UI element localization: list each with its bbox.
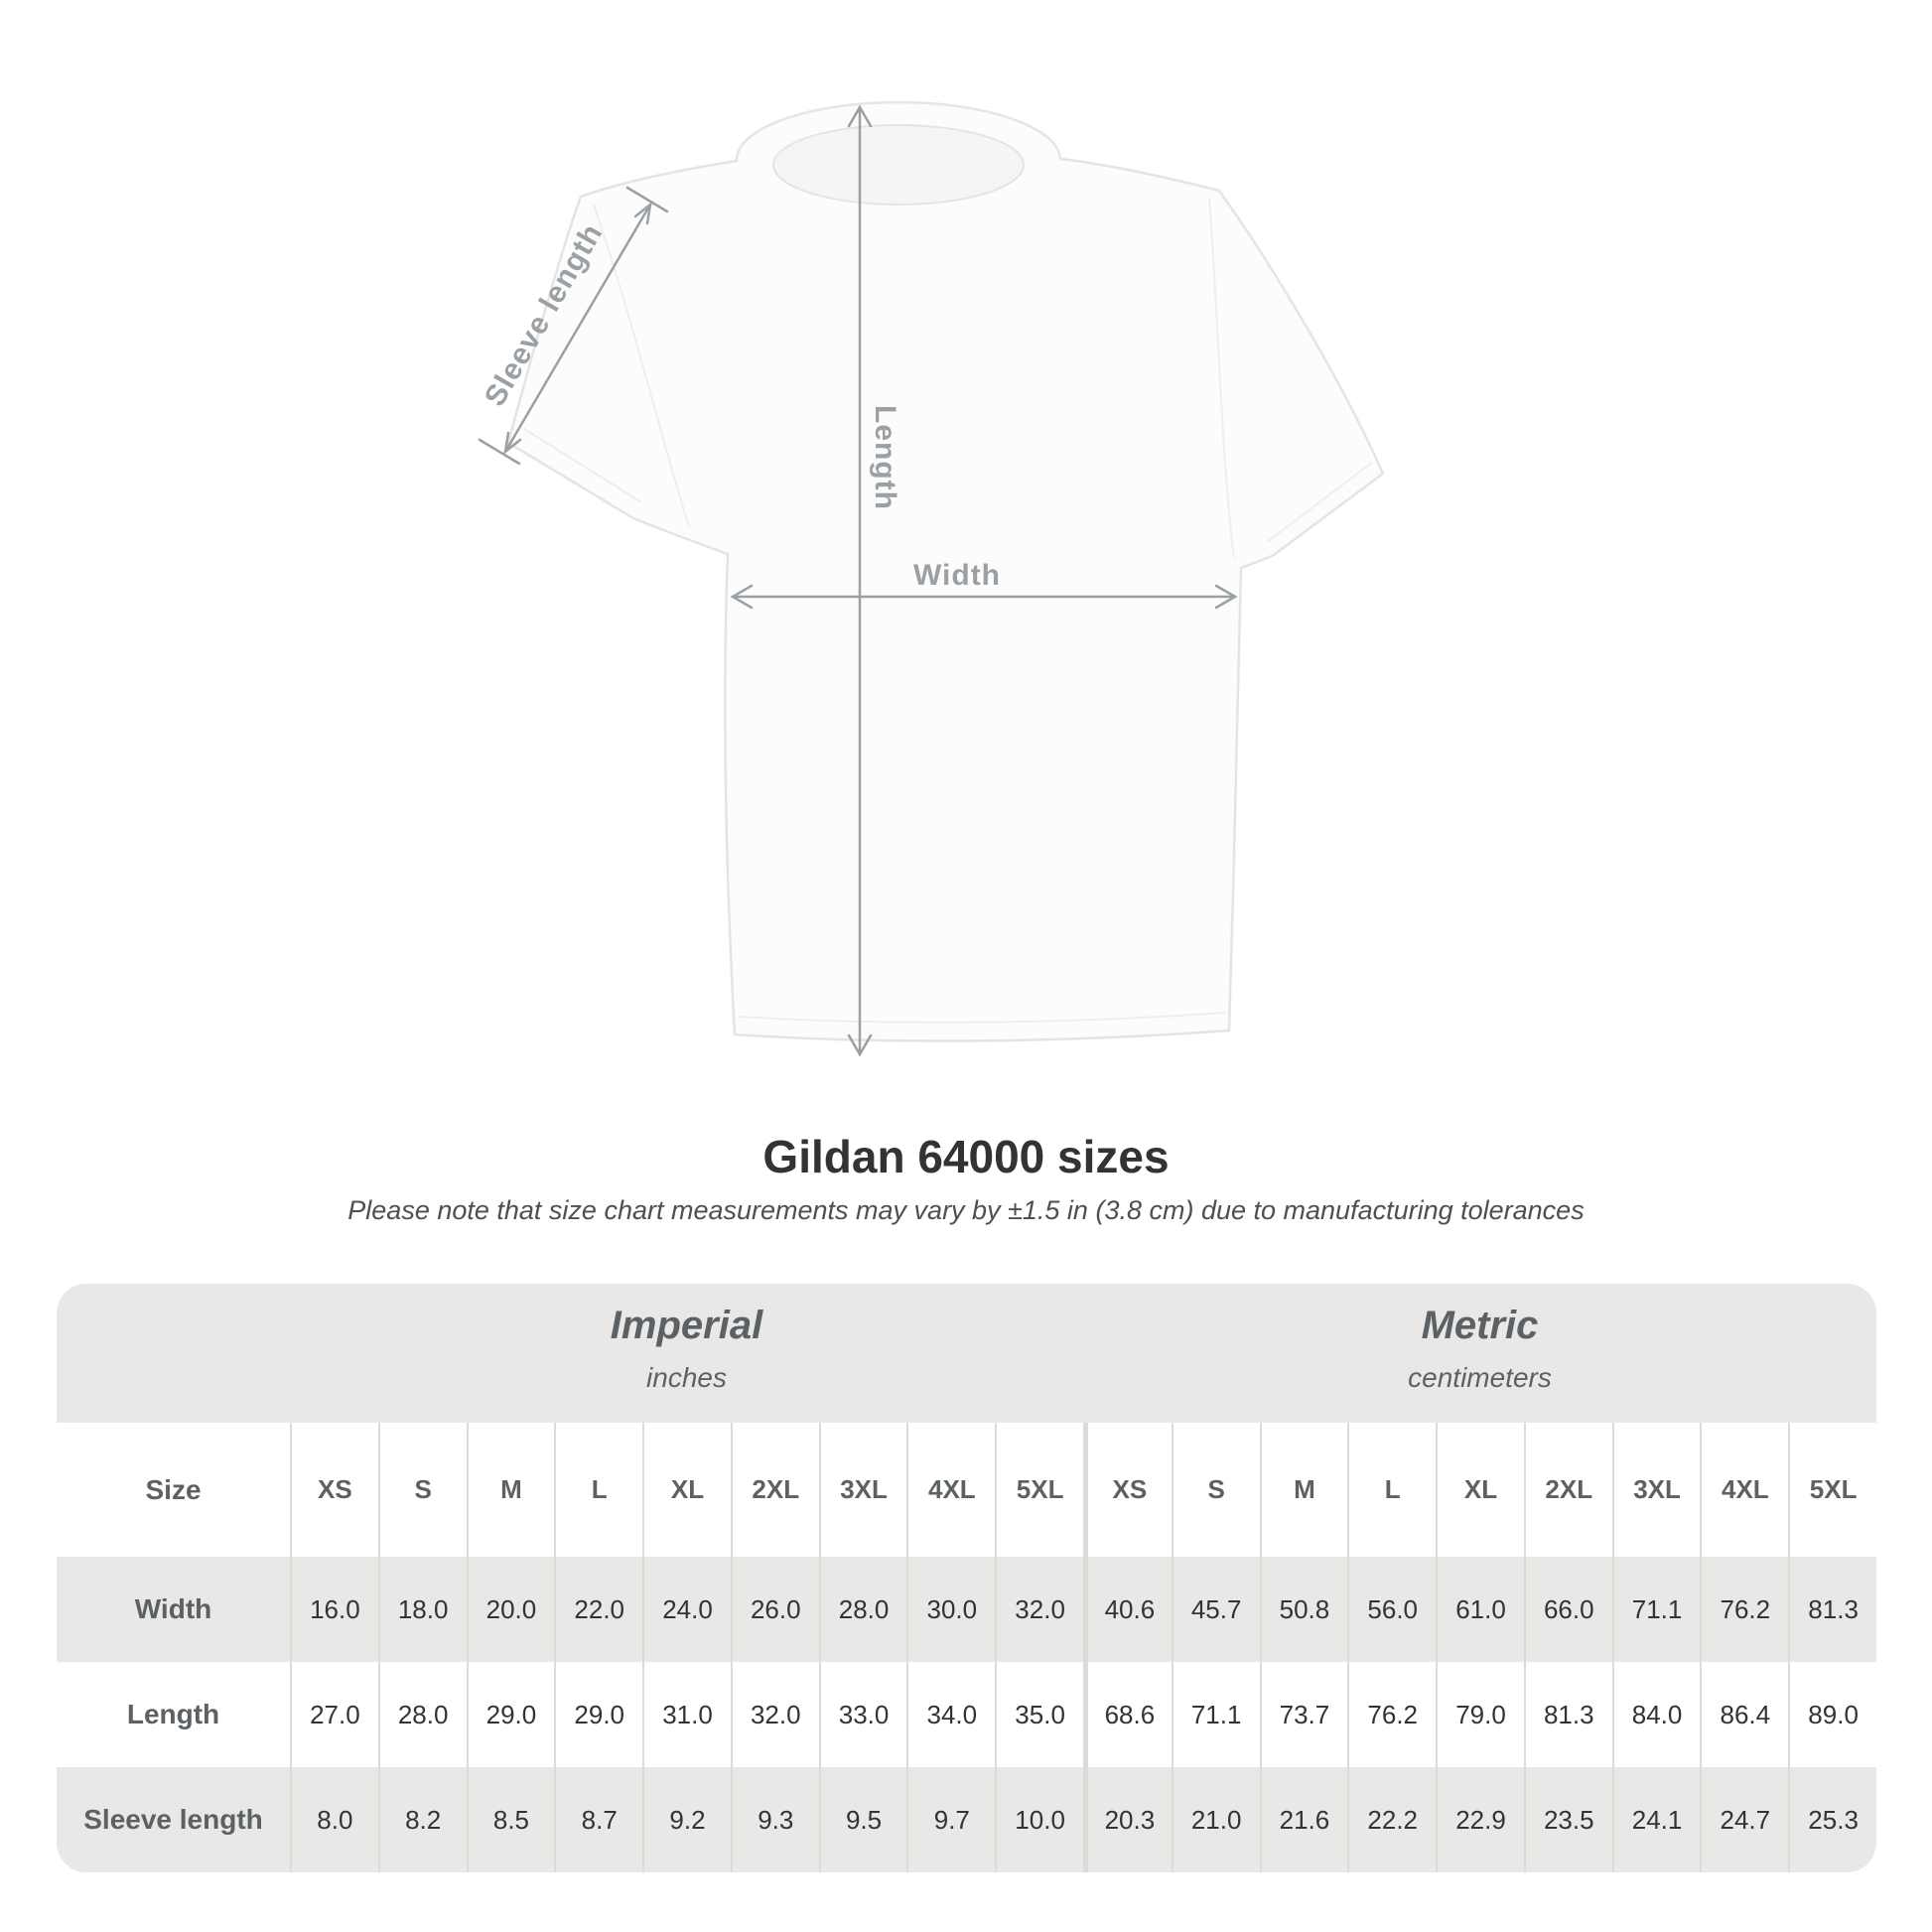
section-header-metric — [1083, 1284, 1876, 1423]
section-subtitle: inches — [646, 1361, 727, 1393]
value-cell: 20.3 — [1083, 1767, 1172, 1872]
size-col-header: L — [554, 1423, 642, 1557]
value-cell: 73.7 — [1260, 1662, 1348, 1767]
page-subtitle: Please note that size chart measurements may vary by ±1.5 in (3.8 cm) due to manufacturing tolerances — [347, 1195, 1585, 1225]
value-cell: 25.3 — [1788, 1767, 1876, 1872]
value-cell: 76.2 — [1347, 1662, 1436, 1767]
value-cell: 89.0 — [1788, 1662, 1876, 1767]
value-cell: 66.0 — [1524, 1557, 1612, 1662]
value-cell: 8.5 — [467, 1767, 555, 1872]
row-label: Length — [57, 1662, 290, 1767]
value-cell: 21.0 — [1172, 1767, 1260, 1872]
size-col-header: 2XL — [1524, 1423, 1612, 1557]
value-cell: 56.0 — [1347, 1557, 1436, 1662]
value-cell: 81.3 — [1524, 1662, 1612, 1767]
value-cell: 45.7 — [1172, 1557, 1260, 1662]
value-cell: 16.0 — [290, 1557, 378, 1662]
size-col-header: S — [1172, 1423, 1260, 1557]
value-cell: 28.0 — [378, 1662, 467, 1767]
value-cell: 24.7 — [1700, 1767, 1788, 1872]
row-label: Width — [57, 1557, 290, 1662]
value-cell: 9.2 — [642, 1767, 731, 1872]
value-cell: 24.0 — [642, 1557, 731, 1662]
value-cell: 26.0 — [731, 1557, 819, 1662]
section-subtitle: centimeters — [1408, 1361, 1552, 1393]
section-title: Imperial — [610, 1303, 763, 1347]
size-col-header: 5XL — [1788, 1423, 1876, 1557]
size-col-header: 4XL — [1700, 1423, 1788, 1557]
collar — [773, 125, 1024, 205]
size-header-label: Size — [57, 1423, 290, 1557]
table-corner — [57, 1284, 290, 1423]
value-cell: 33.0 — [819, 1662, 907, 1767]
size-table — [57, 1284, 1876, 1872]
value-cell: 20.0 — [467, 1557, 555, 1662]
value-cell: 9.5 — [819, 1767, 907, 1872]
value-cell: 24.1 — [1612, 1767, 1701, 1872]
size-col-header: M — [467, 1423, 555, 1557]
value-cell: 81.3 — [1788, 1557, 1876, 1662]
size-col-header: 3XL — [1612, 1423, 1701, 1557]
value-cell: 35.0 — [995, 1662, 1083, 1767]
page-title: Gildan 64000 sizes — [762, 1131, 1170, 1182]
value-cell: 8.7 — [554, 1767, 642, 1872]
value-cell: 28.0 — [819, 1557, 907, 1662]
size-col-header: S — [378, 1423, 467, 1557]
value-cell: 61.0 — [1436, 1557, 1524, 1662]
value-cell: 22.0 — [554, 1557, 642, 1662]
value-cell: 27.0 — [290, 1662, 378, 1767]
section-header-imperial — [290, 1284, 1083, 1423]
size-col-header: XL — [642, 1423, 731, 1557]
value-cell: 32.0 — [731, 1662, 819, 1767]
value-cell: 86.4 — [1700, 1662, 1788, 1767]
value-cell: 30.0 — [906, 1557, 995, 1662]
value-cell: 32.0 — [995, 1557, 1083, 1662]
value-cell: 34.0 — [906, 1662, 995, 1767]
value-cell: 71.1 — [1172, 1662, 1260, 1767]
size-col-header: L — [1347, 1423, 1436, 1557]
value-cell: 68.6 — [1083, 1662, 1172, 1767]
size-col-header: 3XL — [819, 1423, 907, 1557]
size-col-header: 4XL — [906, 1423, 995, 1557]
value-cell: 76.2 — [1700, 1557, 1788, 1662]
value-cell: 84.0 — [1612, 1662, 1701, 1767]
length-label: Length — [869, 405, 901, 510]
value-cell: 9.3 — [731, 1767, 819, 1872]
size-col-header: XL — [1436, 1423, 1524, 1557]
sleeve-length-label: Sleeve length — [478, 217, 610, 412]
row-label: Sleeve length — [57, 1767, 290, 1872]
value-cell: 50.8 — [1260, 1557, 1348, 1662]
value-cell: 9.7 — [906, 1767, 995, 1872]
value-cell: 71.1 — [1612, 1557, 1701, 1662]
size-col-header: 2XL — [731, 1423, 819, 1557]
section-title: Metric — [1421, 1303, 1539, 1347]
value-cell: 8.2 — [378, 1767, 467, 1872]
size-col-header: 5XL — [995, 1423, 1083, 1557]
value-cell: 79.0 — [1436, 1662, 1524, 1767]
size-col-header: XS — [1083, 1423, 1172, 1557]
value-cell: 23.5 — [1524, 1767, 1612, 1872]
value-cell: 8.0 — [290, 1767, 378, 1872]
value-cell: 22.2 — [1347, 1767, 1436, 1872]
size-col-header: XS — [290, 1423, 378, 1557]
value-cell: 29.0 — [554, 1662, 642, 1767]
value-cell: 10.0 — [995, 1767, 1083, 1872]
value-cell: 21.6 — [1260, 1767, 1348, 1872]
value-cell: 22.9 — [1436, 1767, 1524, 1872]
value-cell: 40.6 — [1083, 1557, 1172, 1662]
value-cell: 18.0 — [378, 1557, 467, 1662]
value-cell: 29.0 — [467, 1662, 555, 1767]
size-col-header: M — [1260, 1423, 1348, 1557]
width-label: Width — [912, 559, 1002, 592]
value-cell: 31.0 — [642, 1662, 731, 1767]
